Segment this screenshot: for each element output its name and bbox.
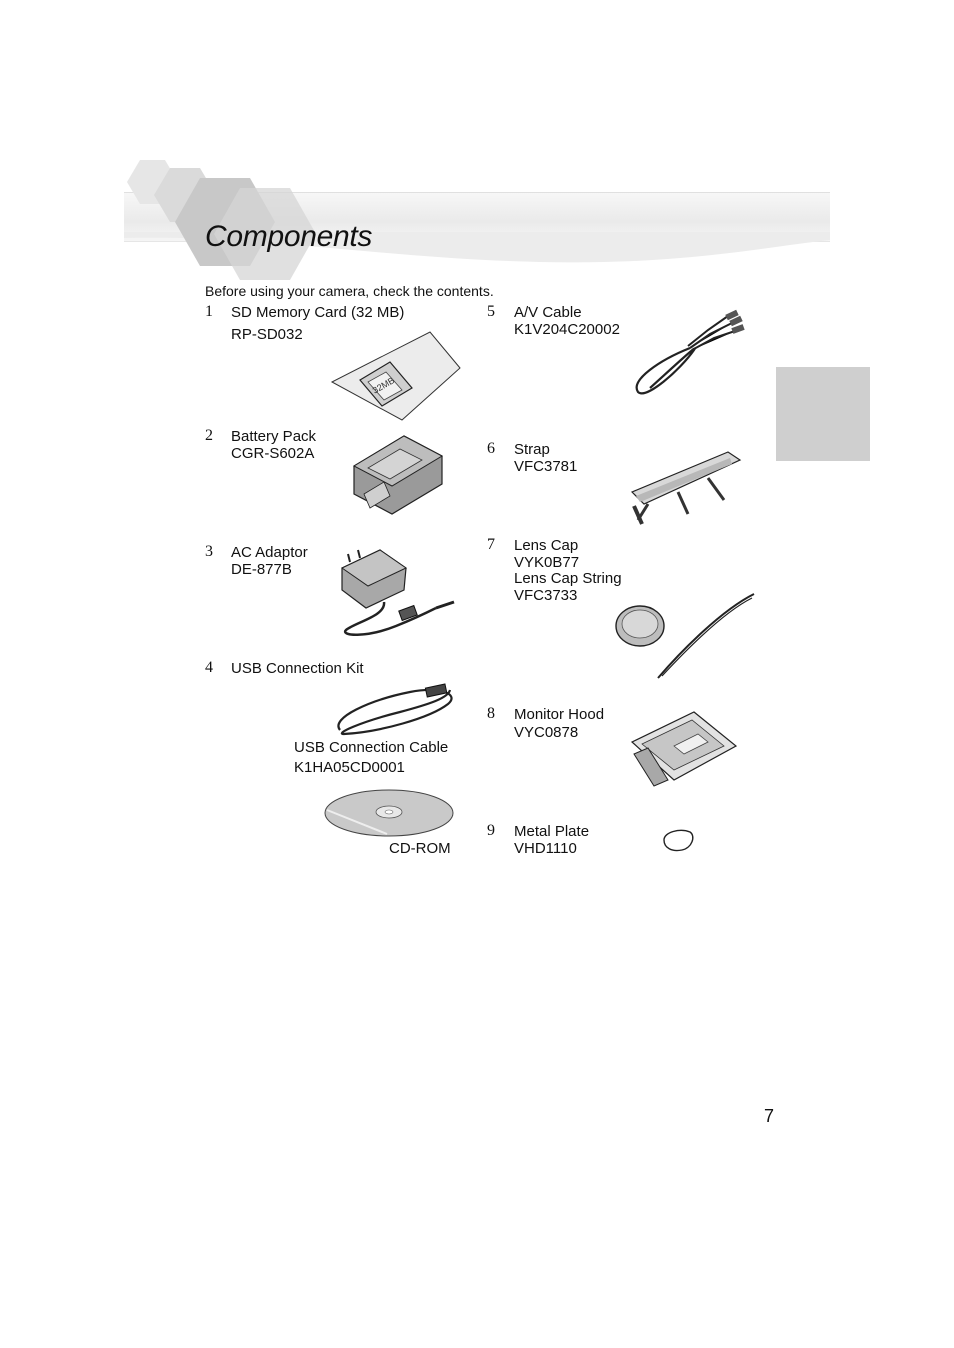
usb-cable-name: USB Connection Cable bbox=[294, 739, 449, 756]
item-name: A/V Cable bbox=[514, 304, 582, 321]
item-code: VYK0B77 bbox=[514, 554, 580, 571]
metal-plate-illustration bbox=[660, 828, 696, 854]
item-number: 9 bbox=[487, 822, 495, 839]
lens-cap-string-name: Lens Cap String bbox=[514, 570, 622, 587]
battery-pack-illustration bbox=[350, 432, 446, 516]
item-code: CGR-S602A bbox=[231, 445, 315, 462]
item-code: K1V204C20002 bbox=[514, 321, 620, 338]
item-number: 6 bbox=[487, 440, 495, 457]
intro-text: Before using your camera, check the contents. bbox=[205, 283, 494, 299]
item-number: 1 bbox=[205, 303, 213, 320]
cd-rom-illustration bbox=[323, 788, 457, 838]
sd-card-label: 32MB bbox=[370, 375, 397, 396]
section-tab bbox=[776, 367, 870, 461]
item-code: VHD1110 bbox=[514, 840, 577, 857]
item-name: Strap bbox=[514, 441, 550, 458]
ac-adaptor-illustration bbox=[336, 546, 462, 640]
item-name: AC Adaptor bbox=[231, 544, 308, 561]
item-name: Metal Plate bbox=[514, 823, 590, 840]
item-number: 3 bbox=[205, 543, 213, 560]
item-name: USB Connection Kit bbox=[231, 660, 364, 677]
item-name: Battery Pack bbox=[231, 428, 317, 445]
item-number: 8 bbox=[487, 705, 495, 722]
usb-cable-code: K1HA05CD0001 bbox=[294, 759, 405, 776]
av-cable-illustration bbox=[630, 310, 744, 396]
item-number: 4 bbox=[205, 659, 213, 676]
item-code: RP-SD032 bbox=[231, 326, 303, 343]
item-number: 7 bbox=[487, 536, 495, 553]
lens-cap-illustration bbox=[612, 590, 758, 682]
cd-rom-label: CD-ROM bbox=[389, 840, 451, 857]
item-name: SD Memory Card (32 MB) bbox=[231, 304, 405, 321]
item-code: DE-877B bbox=[231, 561, 292, 578]
item-code: VYC0878 bbox=[514, 724, 579, 741]
item-code: VFC3781 bbox=[514, 458, 578, 475]
lens-cap-string-code: VFC3733 bbox=[514, 587, 578, 604]
item-name: Monitor Hood bbox=[514, 706, 605, 723]
strap-illustration bbox=[628, 448, 746, 528]
monitor-hood-illustration bbox=[628, 708, 740, 790]
sd-card-illustration bbox=[330, 330, 462, 422]
item-name: Lens Cap bbox=[514, 537, 579, 554]
item-number: 5 bbox=[487, 303, 495, 320]
page-title: Components bbox=[205, 220, 373, 253]
item-number: 2 bbox=[205, 427, 213, 444]
usb-cable-illustration bbox=[330, 682, 458, 740]
page-number: 7 bbox=[764, 1106, 775, 1126]
